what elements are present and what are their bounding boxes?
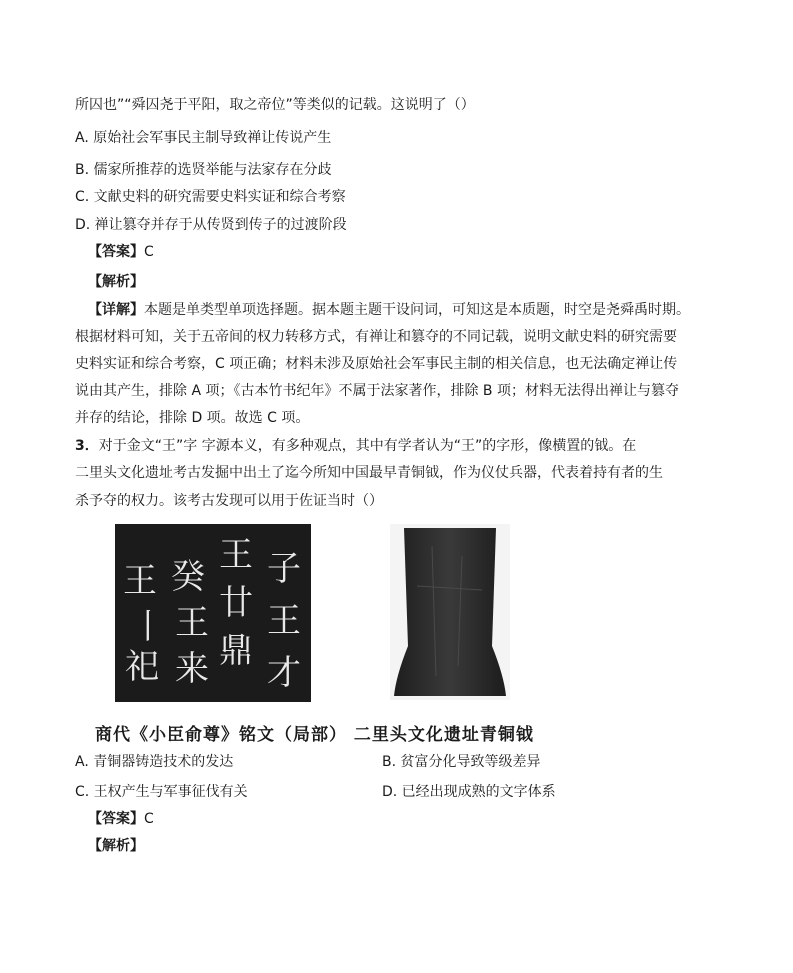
inscription-glyph: 祀: [125, 647, 159, 687]
q2-detail-line-4: 说由其产生，排除 A 项；《古本竹书纪年》不属于法家著作，排除 B 项；材料无法得出禅让与篡夺: [75, 383, 679, 399]
inscription-glyph: 廿: [219, 583, 253, 623]
q3-answer-label: 【答案】: [88, 811, 144, 827]
q2-detail-line-2: 根据材料可知，关于五帝间的权力转移方式，有禅让和篡夺的不同记载，说明文献史料的研究需要: [75, 329, 677, 345]
q3-option-b: B. 贫富分化导致等级差异: [382, 754, 541, 770]
q3-stem-text-1: 对于金文“王”字 字源本义，有多种观点，其中有学者认为“王”的字形，像横置的钺。在: [98, 438, 637, 454]
bronze-axe-icon: [392, 526, 508, 698]
q2-answer-label: 【答案】: [88, 244, 144, 260]
q2-detail-label: 【详解】: [88, 302, 144, 318]
inscription-glyph: 王: [175, 603, 209, 643]
q3-analysis-label: 【解析】: [88, 838, 144, 854]
q2-stem-end: 所囚也”“舜囚尧于平阳，取之帝位”等类似的记载。这说明了（）: [75, 97, 475, 113]
q3-stem-line-3: 杀予夺的权力。该考古发现可以用于佐证当时（）: [75, 493, 383, 509]
q2-detail-line-3: 史料实证和综合考察，C 项正确；材料未涉及原始社会军事民主制的相关信息，也无法确定禅让传: [75, 356, 678, 372]
q3-stem-line-1: [75, 436, 636, 456]
inscription-glyph: 鼎: [219, 631, 253, 671]
inscription-glyph: 才: [267, 653, 301, 693]
q2-option-b: B. 儒家所推荐的选贤举能与法家存在分歧: [75, 162, 332, 178]
q3-option-a: A. 青铜器铸造技术的发达: [75, 754, 234, 770]
inscription-glyph: 丨: [131, 607, 165, 647]
inscription-glyph: 来: [175, 649, 209, 689]
bronze-axe-image: [390, 524, 510, 700]
q3-stem-line-2: 二里头文化遗址考古发掘中出土了迄今所知中国最早青铜钺，作为仪仗兵器，代表着持有者的生: [75, 465, 663, 481]
inscription-glyph: 王: [123, 561, 157, 601]
q2-analysis-label: 【解析】: [88, 274, 144, 290]
q3-answer: [88, 809, 154, 829]
inscription-rubbing-image: [115, 524, 311, 702]
inscription-glyph: 子: [267, 549, 301, 589]
q2-answer: [88, 242, 154, 262]
q2-option-a: A. 原始社会军事民主制导致禅让传说产生: [75, 130, 332, 146]
q3-option-d: D. 已经出现成熟的文字体系: [382, 784, 556, 800]
q2-detail-line-5: 并存的结论，排除 D 项。故选 C 项。: [75, 410, 310, 426]
q3-answer-value: C: [144, 811, 154, 827]
q2-detail-text-1: 本题是单类型单项选择题。据本题主题干设问词，可知这是本质题，时空是尧舜禹时期。: [144, 302, 690, 318]
q2-answer-value: C: [144, 244, 154, 260]
q3-number: 3．: [75, 438, 99, 454]
q2-option-c: C. 文献史料的研究需要史料实证和综合考察: [75, 189, 346, 205]
inscription-glyph: 王: [267, 601, 301, 641]
inscription-glyph: 王: [219, 535, 253, 575]
q2-option-d: D. 禅让篡夺并存于从传贤到传子的过渡阶段: [75, 217, 347, 233]
inscription-glyph: 癸: [171, 557, 205, 597]
q2-detail-line-1: [88, 300, 690, 320]
figure-caption: 商代《小臣俞尊》铭文（局部） 二里头文化遗址青铜钺: [95, 725, 534, 745]
q3-option-c: C. 王权产生与军事征伐有关: [75, 784, 248, 800]
